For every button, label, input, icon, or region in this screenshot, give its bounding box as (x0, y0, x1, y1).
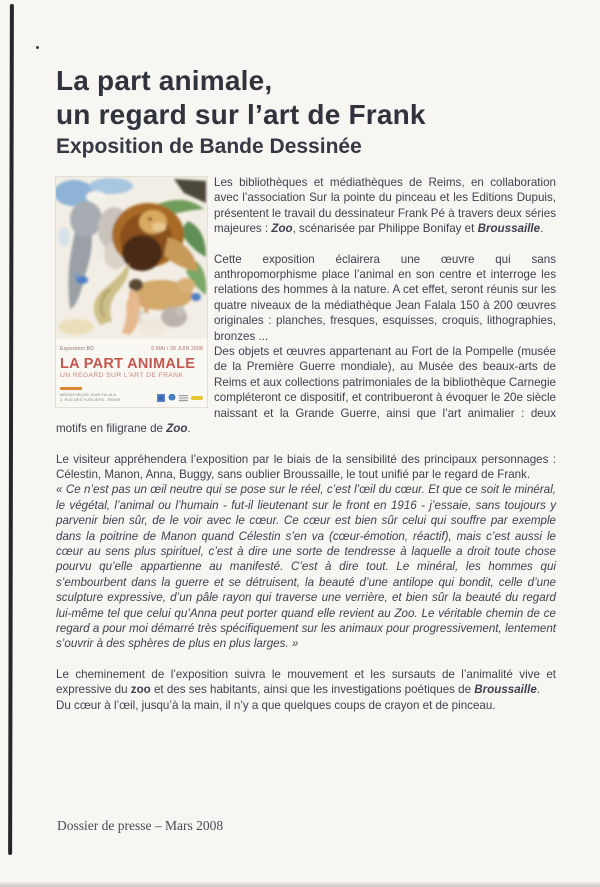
poster-expo-label: Exposition BD (60, 346, 95, 352)
text-run: . (187, 422, 191, 436)
gray-text-logo (179, 395, 188, 402)
poster-info-accent-bar (60, 387, 82, 390)
document-footer: Dossier de presse – Mars 2008 (57, 818, 224, 833)
series-title-broussaille: Broussaille (474, 683, 537, 697)
yellow-oval-logo (191, 396, 203, 400)
blue-square-logo (157, 394, 165, 402)
poster-info-line-2: 2, RUE DES FUSILIERS - REIMS (60, 397, 121, 403)
text-run: Des objets et œuvres appartenant au Fort de la Pompelle (musée de la Première Guerre mondiale), au Musée des beaux-arts de Reims et aux collections patrimoniales de la bibliothèque Carnegie compléteront ce dispositif, et contribueront à évoquer le 20e siècle naissant et la Grande Guerre, ainsi que l’art animalier : deux motifs en filigrane de (56, 345, 556, 436)
series-title-zoo: Zoo (271, 222, 293, 236)
text-run: . (536, 683, 541, 697)
poster-text-band (56, 339, 207, 407)
text-run: . (540, 222, 544, 236)
poster-partner-logos (157, 394, 203, 402)
series-title-zoo: Zoo (166, 422, 188, 436)
page-edge-shadow (0, 881, 600, 887)
title-line-2: un regard sur l’art de Frank (56, 99, 426, 130)
page-title (56, 64, 556, 132)
poster-dates: 6 MAI / 28 JUIN 2008 (151, 346, 203, 352)
paragraph-quote: « Ce n’est pas un œil neutre qui se pose sur le réel, c’est l’œil du cœur. Et que ce soit le minéral, le végétal, l’animal ou l’humain - fut-il lieutenant sur le front en 1916 - j’essaie, sans toujours y parvenir bien sûr, de le voir avec le cœur. Ce cœur est bien sûr celui qui souffre par exemple dans la poitrine de Manon quand Célestin s’en va (cœur-émotion, réactif), mais c’est aussi le cœur au sens plus spirituel, c’est à dire une sorte de tendresse à laquelle a droit toute chose pourvu qu’elle appartienne au manifesté. C’est à dire tout. Le minéral, les hommes qui s’embourbent dans la guerre et se détruisent, la beauté d’une antilope qui bondit, celle d’une sculpture expressive, d’un pâle rayon qui traverse une verrière, et bien sûr la beauté du regard lui-même tel que celui qu’Anna peut porter quand elle revient au Zoo. Le véritable chemin de ce regard a pour moi démarré très spécifiquement sur les animaux pour progressivement, lentement s’ouvrir à des sphères de plus en plus larges. » (56, 483, 556, 651)
paragraph-closing: Du cœur à l’œil, jusqu’à la main, il n’y a que quelques coups de crayon et de pinceau. (56, 698, 496, 712)
series-title-broussaille: Broussaille (477, 222, 541, 236)
poster-title: LA PART ANIMALE (60, 356, 196, 373)
text-run: Les bibliothèques et médiathèques de Reims, en collaboration avec l’association Sur la pointe du pinceau et les Editions Dupuis, présentent le travail du dessinateur Frank Pé à travers deux séries majeures : (214, 176, 556, 236)
paragraph-visitor: Le visiteur appréhendera l’exposition par le biais de la sensibilité des principaux personnages : Célestin, Manon, Anna, Buggy, sans oublier Broussaille, le tout unifié par le regard de Frank. (56, 452, 556, 481)
series-title-zoo: zoo (130, 683, 151, 697)
paragraph-exhibition: Cette exposition éclairera une œuvre qui sans anthropomorphisme place l’animal en son centre et interroge les relations des hommes à la nature. A cet effet, seront réunis sur les quatre niveaux de la médiathèque Jean Falala 150 à 200 œuvres originales : planches, fresques, esquisses, croquis, lithographies, bronzes ... (214, 252, 556, 343)
exhibition-poster (56, 177, 207, 407)
poster-info-block (60, 387, 120, 402)
scan-artifact-dot (36, 46, 39, 49)
page-subtitle: Exposition de Bande Dessinée (56, 135, 362, 158)
poster-info-line-1: MÉDIATHÈQUE JEAN FALALA (60, 392, 117, 398)
paragraph-path (56, 667, 556, 698)
poster-subtitle: UN REGARD SUR L’ART DE FRANK (60, 372, 184, 380)
article-body (56, 175, 556, 713)
blue-emblem-logo (168, 394, 176, 402)
text-run: , scénarisée par Philippe Bonifay et (292, 222, 478, 236)
title-line-1: La part animale, (56, 65, 273, 96)
poster-illustration (56, 177, 207, 339)
text-run: et des ses habitants, ainsi que les investigations poétiques de (150, 683, 475, 697)
text-run: Le cheminement de l’exposition suivra le mouvement et les sursauts de l’animalité vive et expressive du (56, 667, 556, 697)
